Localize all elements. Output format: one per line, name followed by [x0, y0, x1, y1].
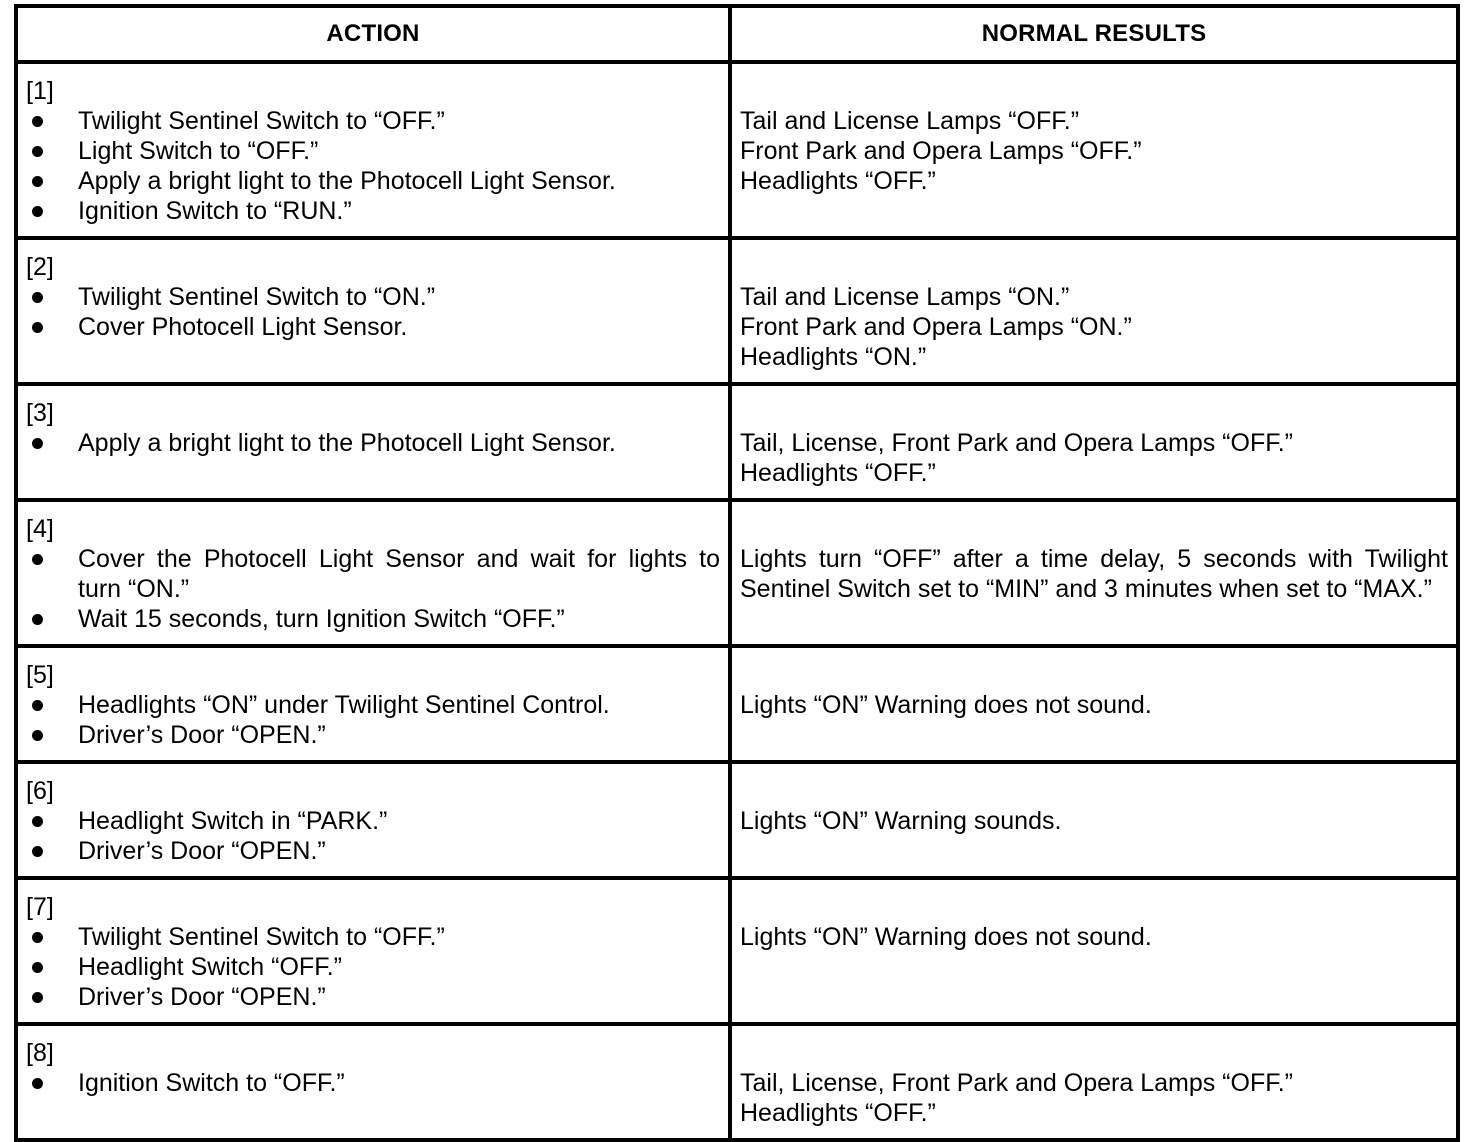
action-list [26, 282, 720, 342]
table-row [16, 384, 1458, 500]
action-list [26, 544, 720, 634]
action-item [26, 106, 720, 136]
step-number: [5] [26, 661, 54, 689]
bullet-icon [32, 146, 43, 157]
action-cell [16, 62, 730, 238]
result-text: Lights “ON” Warning sounds. [740, 807, 1062, 835]
action-text: Headlight Switch “OFF.” [78, 953, 342, 981]
table-row [16, 646, 1458, 762]
result-text: Tail and License Lamps “ON.” [740, 283, 1070, 311]
action-text: Apply a bright light to the Photocell Light Sensor. [78, 167, 616, 195]
result-text: Headlights “OFF.” [740, 167, 936, 195]
bullet-icon [32, 846, 43, 857]
action-text: Twilight Sentinel Switch to “ON.” [78, 283, 436, 311]
step-number: [6] [26, 777, 54, 805]
action-item [26, 312, 720, 342]
action-text: Cover the Photocell Light Sensor and wait for lights to turn “ON.” [78, 545, 720, 603]
result-text: Headlights “ON.” [740, 343, 927, 371]
action-item [26, 604, 720, 634]
action-list [26, 690, 720, 750]
action-text: Twilight Sentinel Switch to “OFF.” [78, 107, 445, 135]
bullet-icon [32, 730, 43, 741]
result-text: Front Park and Opera Lamps “OFF.” [740, 137, 1142, 165]
action-text: Driver’s Door “OPEN.” [78, 721, 326, 749]
action-item [26, 806, 720, 836]
action-cell [16, 500, 730, 646]
result-cell [730, 384, 1458, 500]
result-cell [730, 762, 1458, 878]
bullet-icon [32, 992, 43, 1003]
table-row [16, 238, 1458, 384]
result-text: Lights “ON” Warning does not sound. [740, 691, 1152, 719]
table-row [16, 878, 1458, 1024]
result-cell [730, 238, 1458, 384]
action-text: Ignition Switch to “RUN.” [78, 197, 352, 225]
action-item [26, 196, 720, 226]
table-row [16, 762, 1458, 878]
action-cell [16, 762, 730, 878]
result-cell [730, 500, 1458, 646]
action-text: Wait 15 seconds, turn Ignition Switch “OFF.” [78, 605, 565, 633]
bullet-icon [32, 206, 43, 217]
result-cell [730, 878, 1458, 1024]
result-cell [730, 62, 1458, 238]
action-list [26, 922, 720, 1012]
table-row [16, 500, 1458, 646]
bullet-icon [32, 292, 43, 303]
action-item [26, 952, 720, 982]
step-number: [7] [26, 893, 54, 921]
normal-results-column-header: NORMAL RESULTS [730, 6, 1458, 62]
action-text: Light Switch to “OFF.” [78, 137, 319, 165]
bullet-icon [32, 438, 43, 449]
header-row [16, 6, 1458, 62]
action-item [26, 136, 720, 166]
bullet-icon [32, 962, 43, 973]
action-list [26, 106, 720, 226]
result-text: Lights “ON” Warning does not sound. [740, 923, 1152, 951]
action-column-header: ACTION [16, 6, 730, 62]
action-item [26, 282, 720, 312]
action-list [26, 806, 720, 866]
result-cell [730, 646, 1458, 762]
result-text: Headlights “OFF.” [740, 1099, 936, 1127]
step-number: [8] [26, 1039, 54, 1067]
action-cell [16, 878, 730, 1024]
result-text: Lights turn “OFF” after a time delay, 5 seconds with Twilight Sentinel Switch set to “MIN” and 3 minutes when set to “MAX.” [740, 545, 1448, 603]
bullet-icon [32, 614, 43, 625]
action-cell [16, 646, 730, 762]
table-row [16, 62, 1458, 238]
action-item [26, 690, 720, 720]
result-text: Tail, License, Front Park and Opera Lamps “OFF.” [740, 429, 1293, 457]
step-number: [2] [26, 253, 54, 281]
action-text: Apply a bright light to the Photocell Light Sensor. [78, 429, 616, 457]
result-text: Tail, License, Front Park and Opera Lamps “OFF.” [740, 1069, 1293, 1097]
action-results-table [14, 4, 1460, 1142]
step-number: [1] [26, 77, 54, 105]
bullet-icon [32, 700, 43, 711]
result-text: Front Park and Opera Lamps “ON.” [740, 313, 1132, 341]
action-text: Driver’s Door “OPEN.” [78, 837, 326, 865]
bullet-icon [32, 176, 43, 187]
action-text: Driver’s Door “OPEN.” [78, 983, 326, 1011]
action-item [26, 836, 720, 866]
action-item [26, 1068, 720, 1098]
result-text: Tail and License Lamps “OFF.” [740, 107, 1080, 135]
result-cell [730, 1024, 1458, 1140]
bullet-icon [32, 932, 43, 943]
action-text: Headlights “ON” under Twilight Sentinel Control. [78, 691, 610, 719]
action-item [26, 982, 720, 1012]
action-text: Cover Photocell Light Sensor. [78, 313, 408, 341]
action-item [26, 428, 720, 458]
table-row [16, 1024, 1458, 1140]
action-text: Headlight Switch in “PARK.” [78, 807, 388, 835]
action-cell [16, 238, 730, 384]
step-number: [3] [26, 399, 54, 427]
bullet-icon [32, 554, 43, 565]
step-number: [4] [26, 515, 54, 543]
action-item [26, 544, 720, 604]
action-item [26, 720, 720, 750]
action-text: Twilight Sentinel Switch to “OFF.” [78, 923, 445, 951]
action-cell [16, 384, 730, 500]
action-list [26, 1068, 720, 1098]
bullet-icon [32, 1078, 43, 1089]
action-list [26, 428, 720, 458]
action-item [26, 922, 720, 952]
action-cell [16, 1024, 730, 1140]
bullet-icon [32, 322, 43, 333]
bullet-icon [32, 116, 43, 127]
result-text: Headlights “OFF.” [740, 459, 936, 487]
action-item [26, 166, 720, 196]
action-text: Ignition Switch to “OFF.” [78, 1069, 345, 1097]
bullet-icon [32, 816, 43, 827]
